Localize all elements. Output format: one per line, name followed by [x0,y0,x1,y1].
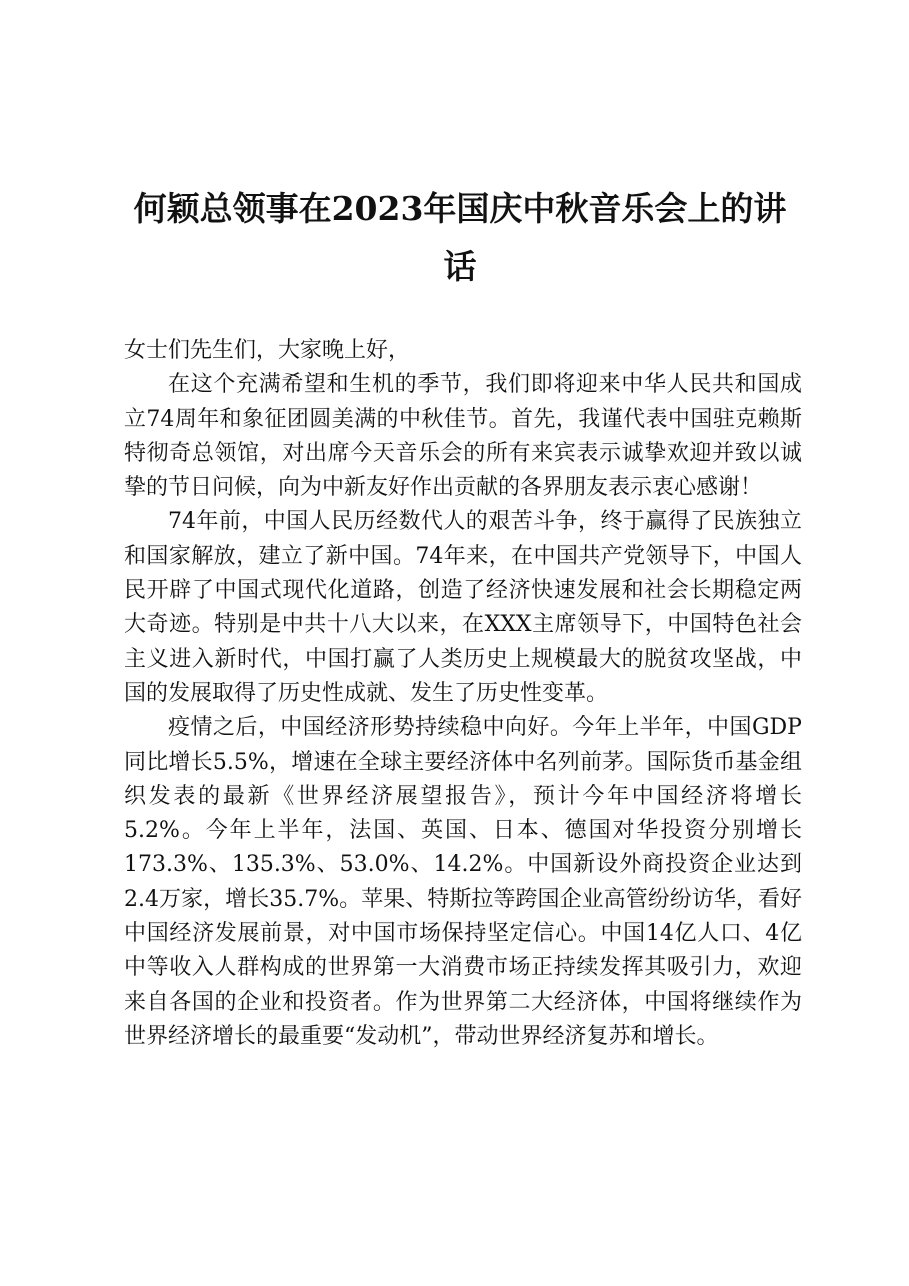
paragraph-3: 疫情之后，中国经济形势持续稳中向好。今年上半年，中国GDP同比增长5.5%，增速在全球主要经济体中名列前茅。国际货币基金组织发表的最新《世界经济展望报告》，预计今年中国经济将增长5.2%。今年上半年，法国、英国、日本、德国对华投资分别增长173.3%、135.3%、53.0%、14.2%。中国新设外商投资企业达到2.4万家，增长35.7%。苹果、特斯拉等跨国企业高管纷纷访华，看好中国经济发展前景，对中国市场保持坚定信心。中国14亿人口、4亿中等收入人群构成的世界第一大消费市场正持续发挥其吸引力，欢迎来自各国的企业和投资者。作为世界第二大经济体，中国将继续作为世界经济增长的最重要“发动机”，带动世界经济复苏和增长。 [124,715,802,1049]
paragraph-2: 74年前，中国人民历经数代人的艰苦斗争，终于赢得了民族独立和国家解放，建立了新中国。74年来，在中国共产党领导下，中国人民开辟了中国式现代化道路，创造了经济快速发展和社会长期稳定两大奇迹。特别是中共十八大以来，在XXX主席领导下，中国特色社会主义进入新时代，中国打赢了人类历史上规模最大的脱贫攻坚战，中国的发展取得了历史性成就、发生了历史性变革。 [124,509,802,706]
document-title: 何颖总领事在2023年国庆中秋音乐会上的讲话 [133,189,787,286]
document-body [124,334,802,1054]
greeting-line: 女士们先生们，大家晚上好， [124,338,411,363]
paragraph-1: 在这个充满希望和生机的季节，我们即将迎来中华人民共和国成立74周年和象征团圆美满的中秋佳节。首先，我谨代表中国驻克赖斯特彻奇总领馆，对出席今天音乐会的所有来宾表示诚挚欢迎并致以诚挚的节日问候，向为中新友好作出贡献的各界朋友表示衷心感谢！ [124,372,802,501]
